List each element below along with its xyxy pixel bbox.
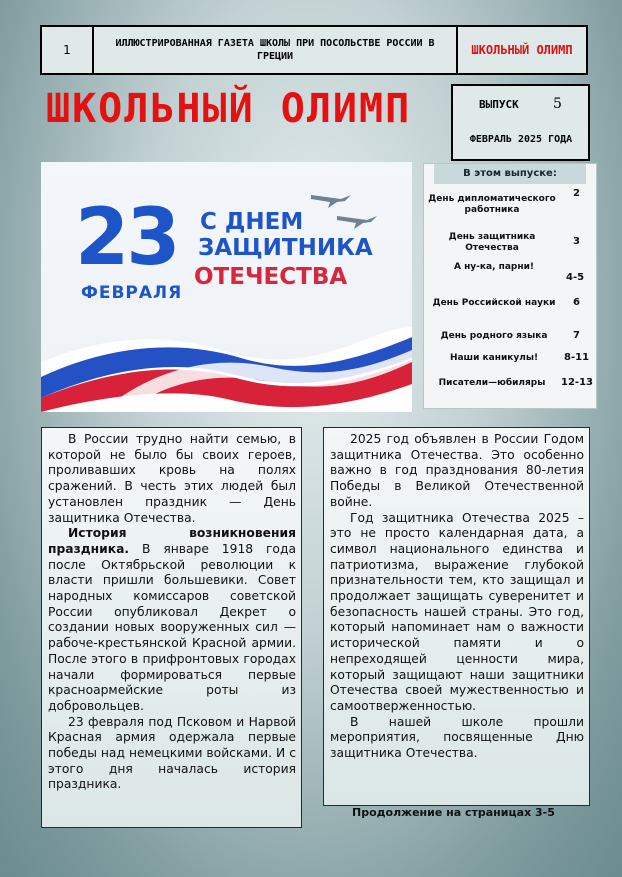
toc-item-title[interactable]: День дипломатического работника [428, 194, 556, 215]
history-text: В январе 1918 года после Октябрьской революции к власти пришли большевики. Совет народных комиссаров советской России опубликовал Декрет о создании новых вооруженных сил — рабоче-крестьянской Красной армии. После этого в прифронтовых городах начали формироваться первые красноармейские роты из добровольцев. [48, 541, 296, 713]
top-header [40, 25, 588, 75]
issue-date: ФЕВРАЛЬ 2025 ГОДА [469, 134, 573, 145]
article-right [323, 427, 590, 806]
toc-item-page: 4-5 [566, 272, 585, 283]
toc-item-page: 12-13 [561, 377, 593, 388]
article-right-p1: 2025 год объявлен в России Годом защитника Отечества. Это особенно важно в год празднования 80-летия Победы в Великой Отечественной войне. [330, 432, 584, 509]
paper-description: ИЛЛЮСТРИРОВАННАЯ ГАЗЕТА ШКОЛЫ ПРИ ПОСОЛЬСТВЕ РОССИИ В ГРЕЦИИ [94, 27, 458, 73]
history-heading: История возникновения праздника. [48, 526, 296, 556]
article-left-p3: 23 февраля под Псковом и Нарвой Красная армия одержала первые победы над немецкими войсками. И с этого дня началась история праздника. [48, 714, 296, 792]
hero-title-line2: ЗАЩИТНИКА [198, 235, 373, 261]
toc-item-title[interactable]: День родного языка [440, 331, 548, 341]
article-left-p1: В России трудно найти семью, в которой не было бы своих героев, проливавших кровь на полях сражений. В честь этих людей был установлен праздник — День защитника Отечества. [48, 432, 296, 525]
toc-item-page: 2 [573, 188, 580, 199]
toc-item-title[interactable]: Наши каникулы! [449, 353, 539, 363]
toc-item-title[interactable]: Писатели—юбиляры [438, 378, 546, 388]
issue-number: 5 [553, 96, 562, 112]
article-right-p2: Год защитника Отечества 2025 – это не просто календарная дата, а символ национального единства и патриотизма, выражение глубокой признательности тем, кто защищал и продолжает защищать суверенитет и безопасность нашей страны. Это год, который напоминает нам о важности исторической памяти и о непреходящей ценности мира, который защищают наши защитники Отечества своей мужественностью и самоотверженностью. [330, 510, 584, 713]
hero-day: 23 [75, 193, 178, 283]
toc-item-page: 7 [573, 330, 580, 341]
article-left-p2 [48, 526, 296, 714]
issue-box [451, 84, 590, 161]
toc-heading: В этом выпуске: [434, 164, 586, 184]
continued-note: Продолжение на страницах 3-5 [352, 806, 555, 819]
masthead-title: ШКОЛЬНЫЙ ОЛИМП [46, 86, 412, 132]
toc-item-page: 3 [573, 236, 580, 247]
article-right-p3: В нашей школе прошли мероприятия, посвященные Дню защитника Отечества. [330, 714, 584, 761]
toc-item-title[interactable]: День Российской науки [432, 298, 556, 308]
toc-item-title[interactable]: День защитника Отечества [448, 232, 536, 253]
page-number: 1 [42, 27, 94, 73]
hero-month: ФЕВРАЛЯ [81, 283, 183, 303]
paper-name: ШКОЛЬНЫЙ ОЛИМП [471, 43, 573, 57]
hero-image [41, 162, 412, 412]
hero-title-line3: ОТЕЧЕСТВА [194, 264, 348, 290]
hero-title-line1: С ДНЕМ [200, 209, 304, 235]
article-left [41, 427, 302, 828]
table-of-contents [423, 163, 597, 409]
issue-label: ВЫПУСК [479, 98, 519, 111]
jet-icon-2 [337, 216, 377, 229]
toc-item-title[interactable]: А ну-ка, парни! [453, 262, 534, 272]
toc-item-page: 8-11 [564, 352, 590, 363]
toc-item-page: 6 [573, 297, 580, 308]
jet-icon-1 [311, 195, 351, 208]
